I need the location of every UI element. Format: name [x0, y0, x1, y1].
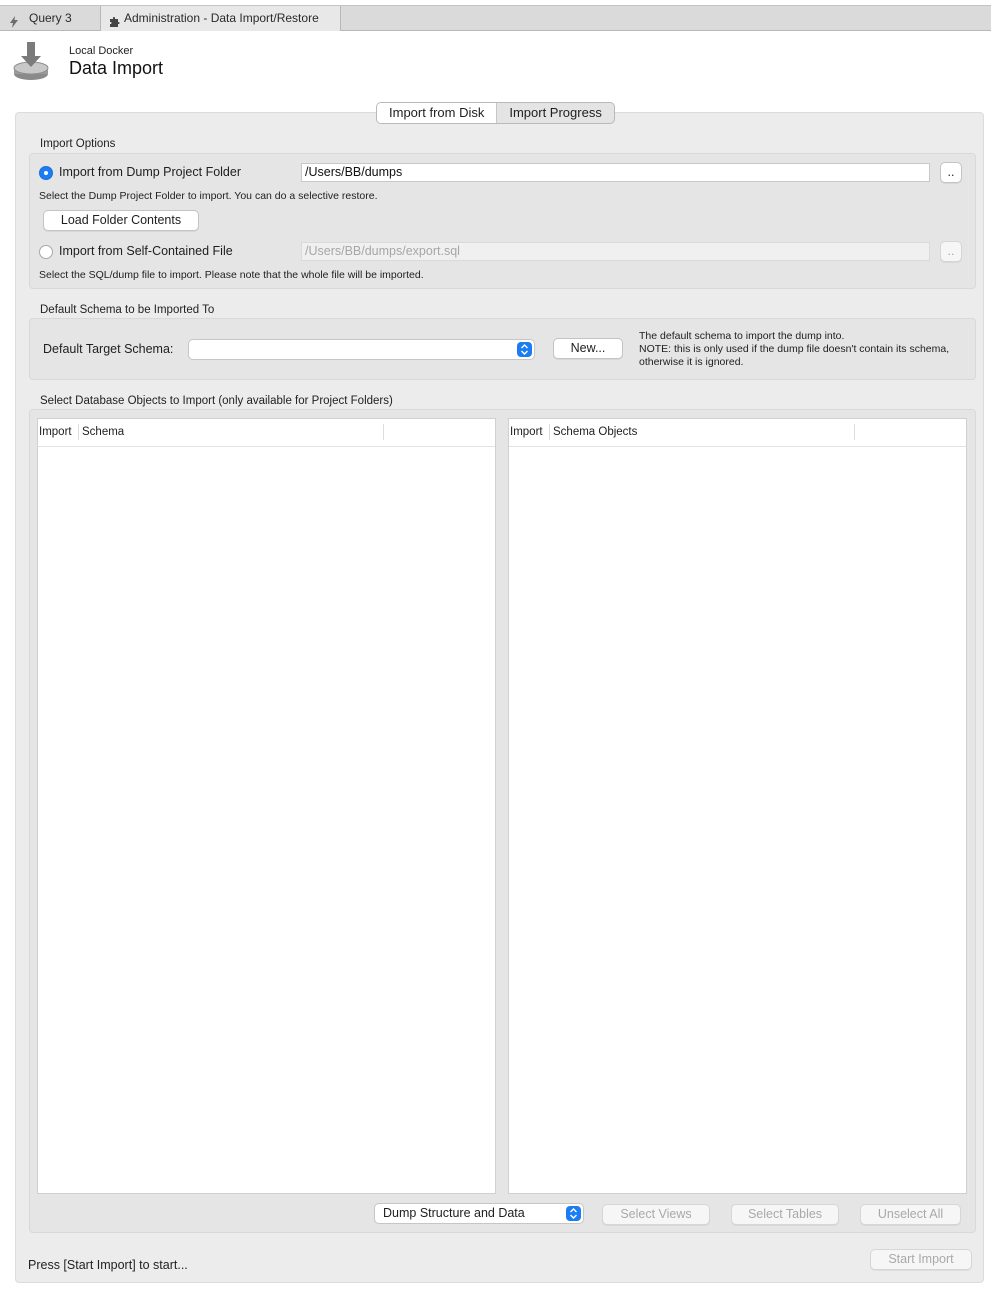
browse-file-button[interactable]: .. [940, 241, 962, 262]
radio-label-dump-folder: Import from Dump Project Folder [59, 165, 241, 179]
unselect-all-button[interactable]: Unselect All [860, 1204, 961, 1225]
schema-note [639, 330, 949, 369]
browse-folder-button[interactable]: .. [940, 162, 962, 183]
chevron-updown-icon [517, 342, 532, 357]
dump-mode-select[interactable] [374, 1203, 584, 1224]
chevron-updown-icon [566, 1206, 581, 1221]
puzzle-icon [108, 12, 120, 24]
note-line: otherwise it is ignored. [639, 356, 744, 368]
select-views-button[interactable]: Select Views [602, 1204, 710, 1225]
select-tables-button[interactable]: Select Tables [731, 1204, 839, 1225]
schema-objects-table[interactable] [508, 418, 967, 1194]
file-path-field[interactable]: /Users/BB/dumps/export.sql [301, 242, 930, 261]
lightning-icon [8, 12, 20, 24]
view-segmented-control [376, 102, 615, 124]
segment-import-from-disk[interactable]: Import from Disk [377, 103, 497, 123]
column-schema[interactable]: Schema [82, 426, 125, 438]
connection-name: Local Docker [69, 45, 134, 57]
import-disk-icon [12, 41, 50, 83]
dump-mode-value: Dump Structure and Data [383, 1206, 525, 1220]
column-divider [78, 424, 79, 440]
column-import[interactable]: Import [39, 426, 72, 438]
note-line: The default schema to import the dump into. [639, 330, 845, 342]
document-tab-bar [0, 5, 991, 31]
new-schema-button[interactable]: New... [553, 338, 623, 359]
column-divider [383, 424, 384, 440]
load-folder-contents-button[interactable]: Load Folder Contents [43, 210, 199, 231]
segment-import-progress[interactable]: Import Progress [509, 105, 602, 120]
radio-label-self-contained: Import from Self-Contained File [59, 244, 233, 258]
tab-query-3[interactable] [0, 6, 100, 31]
schema-objects-table-header [509, 419, 966, 447]
column-divider [854, 424, 855, 440]
import-options-heading: Import Options [40, 138, 116, 150]
default-schema-heading: Default Schema to be Imported To [40, 304, 215, 316]
file-help-text: Select the SQL/dump file to import. Please note that the whole file will be imported. [39, 269, 424, 281]
note-line: NOTE: this is only used if the dump file doesn't contain its schema, [639, 343, 950, 355]
target-schema-select[interactable] [188, 339, 535, 360]
tab-administration-data-import[interactable] [100, 6, 341, 31]
radio-self-contained-file[interactable] [39, 245, 53, 259]
objects-heading: Select Database Objects to Import (only available for Project Folders) [40, 395, 393, 407]
status-text: Press [Start Import] to start... [28, 1258, 188, 1272]
target-schema-label: Default Target Schema: [43, 342, 174, 356]
folder-path-field[interactable]: /Users/BB/dumps [301, 163, 930, 182]
schema-table[interactable] [37, 418, 496, 1194]
column-divider [549, 424, 550, 440]
page-title: Data Import [69, 58, 164, 78]
radio-dump-project-folder[interactable] [39, 166, 53, 180]
schema-table-header [38, 419, 495, 447]
column-import[interactable]: Import [510, 426, 543, 438]
tab-label: Query 3 [29, 11, 72, 25]
start-import-button[interactable]: Start Import [870, 1249, 972, 1270]
tab-label: Administration - Data Import/Restore [124, 11, 319, 25]
folder-help-text: Select the Dump Project Folder to import. You can do a selective restore. [39, 190, 378, 202]
column-schema-objects[interactable]: Schema Objects [553, 426, 638, 438]
